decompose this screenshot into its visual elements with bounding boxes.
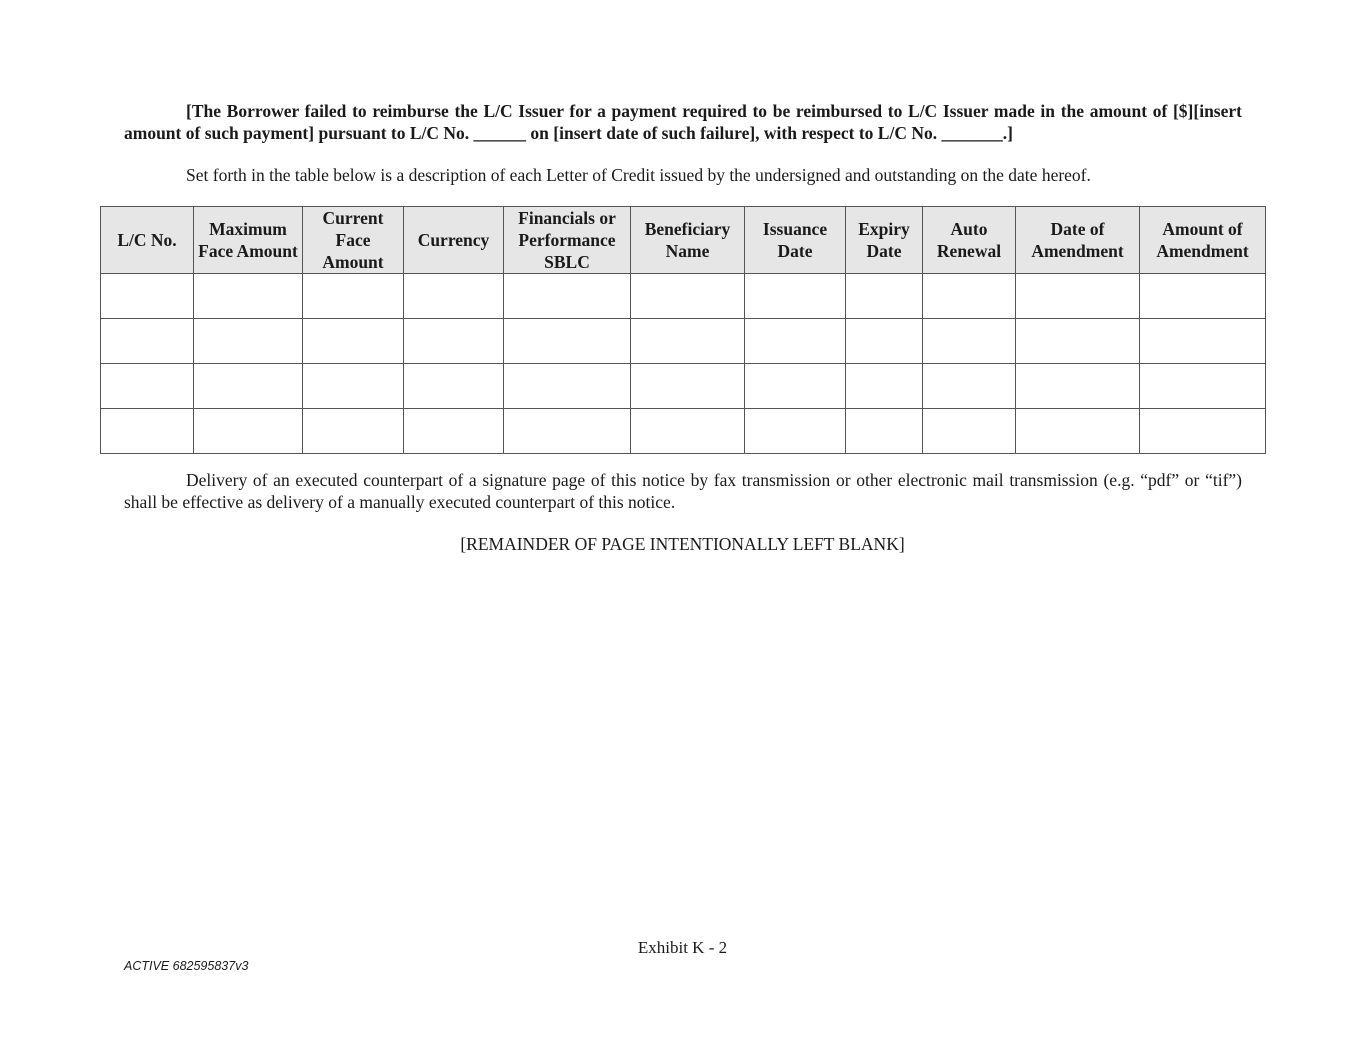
col-maximum-face-amount: Maximum Face Amount [194,207,303,274]
table-cell [631,364,745,409]
failure-notice-paragraph [124,100,1242,144]
table-cell [101,319,194,364]
table-cell [923,319,1016,364]
table-cell [504,319,631,364]
table-cell [846,409,923,454]
remainder-blank-notice: [REMAINDER OF PAGE INTENTIONALLY LEFT BLANK] [460,534,905,554]
table-cell [923,364,1016,409]
col-financials-or-performance-sblc: Financials or Performance SBLC [504,207,631,274]
table-cell [194,319,303,364]
document-id: ACTIVE 682595837v3 [124,959,249,973]
table-cell [923,409,1016,454]
col-auto-renewal: Auto Renewal [923,207,1016,274]
table-cell [745,409,846,454]
table-cell [303,409,404,454]
table-cell [404,409,504,454]
table-cell [846,319,923,364]
col-issuance-date: Issuance Date [745,207,846,274]
table-cell [404,274,504,319]
col-amount-of-amendment: Amount of Amendment [1140,207,1266,274]
table-cell [745,274,846,319]
table-body [101,274,1266,454]
col-date-of-amendment: Date of Amendment [1016,207,1140,274]
table-cell [1140,409,1266,454]
table-cell [303,274,404,319]
col-expiry-date: Expiry Date [846,207,923,274]
table-cell [101,409,194,454]
table-cell [631,319,745,364]
table-cell [194,274,303,319]
table-intro-paragraph [124,164,1242,186]
table-cell [101,274,194,319]
table-cell [745,364,846,409]
table-row [101,319,1266,364]
col-beneficiary-name: Beneficiary Name [631,207,745,274]
table-header-row [101,207,1266,274]
delivery-text: Delivery of an executed counterpart of a signature page of this notice by fax transmission or other electronic mail transmission (e.g. “pdf” or “tif”) shall be effective as delivery of a manually executed counterpart of this notice. [124,470,1242,512]
table-cell [923,274,1016,319]
table-cell [1016,364,1140,409]
table-cell [504,409,631,454]
col-currency: Currency [404,207,504,274]
failure-notice-text: [The Borrower failed to reimburse the L/C Issuer for a payment required to be reimbursed to L/C Issuer made in the amount of [$][insert amount of such payment] pursuant to L/C No. ______ on [insert date of such failure], with respect to L/C No. _______.] [124,101,1242,143]
table-cell [504,274,631,319]
table-row [101,274,1266,319]
table-cell [504,364,631,409]
table-cell [846,364,923,409]
table-cell [1016,409,1140,454]
table-cell [631,409,745,454]
table-cell [101,364,194,409]
table-cell [1140,274,1266,319]
table-cell [631,274,745,319]
table-cell [194,364,303,409]
table-cell [745,319,846,364]
table-cell [404,364,504,409]
table-cell [194,409,303,454]
table-cell [1016,274,1140,319]
table-cell [303,319,404,364]
table-cell [404,319,504,364]
table-cell [1140,319,1266,364]
table-intro-text: Set forth in the table below is a description of each Letter of Credit issued by the undersigned and outstanding on the date hereof. [186,165,1091,185]
table-cell [303,364,404,409]
table-cell [1016,319,1140,364]
delivery-paragraph [124,469,1242,513]
table-row [101,409,1266,454]
letter-of-credit-table [100,206,1266,454]
col-lc-no: L/C No. [101,207,194,274]
table-row [101,364,1266,409]
table-cell [846,274,923,319]
table-cell [1140,364,1266,409]
exhibit-footer: Exhibit K - 2 [637,938,728,957]
col-current-face-amount: Current Face Amount [303,207,404,274]
